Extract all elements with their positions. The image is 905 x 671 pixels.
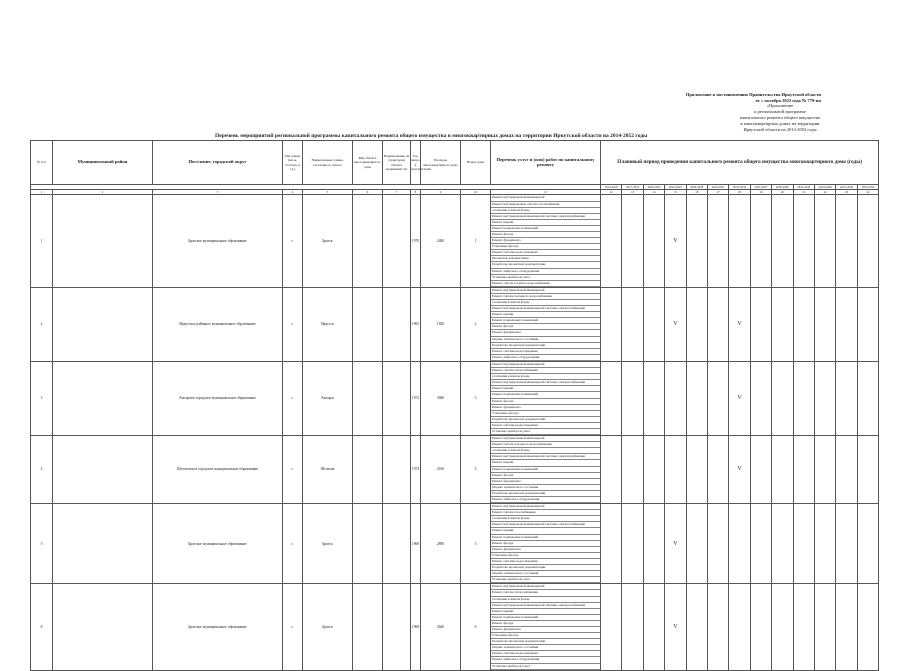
col-building: Наименование на территории объекта недвижимости bbox=[383, 141, 411, 185]
plan-mark: V bbox=[729, 361, 750, 435]
column-number: 2 bbox=[53, 190, 153, 195]
column-number: 16 bbox=[686, 190, 707, 195]
row-municipality bbox=[53, 287, 153, 361]
column-number: 6 bbox=[353, 190, 383, 195]
row-house-no: 6 bbox=[461, 584, 491, 670]
table-row bbox=[31, 584, 879, 670]
work-item: Ремонт систем теплоснабжения bbox=[491, 590, 600, 596]
row-area: 3040 bbox=[421, 361, 461, 435]
year-header: 2035-2037 bbox=[750, 185, 771, 190]
row-type: г. bbox=[283, 361, 303, 435]
table-row bbox=[31, 361, 879, 435]
column-number: 24 bbox=[857, 190, 879, 195]
plan-mark bbox=[643, 584, 664, 670]
row-type: г. bbox=[283, 436, 303, 504]
row-type: г. bbox=[283, 504, 303, 584]
work-item: Ремонт внутридомовых систем газоснабжения bbox=[491, 202, 600, 208]
column-number: 22 bbox=[814, 190, 835, 195]
appendix-line: Иркутской области на 2014-2052 годы bbox=[743, 127, 817, 132]
row-house-no: 4 bbox=[461, 436, 491, 504]
plan-mark bbox=[750, 195, 771, 287]
row-works bbox=[491, 436, 601, 504]
work-item: Ремонт внутридомовой инженерной системы электроснабжения bbox=[491, 454, 600, 460]
work-item: Оценка технического состояния bbox=[491, 645, 600, 651]
work-item: Разработка проектной документации bbox=[491, 343, 600, 349]
column-number: 15 bbox=[665, 190, 686, 195]
col-house-no: Номер дома bbox=[461, 141, 491, 185]
work-item: Ремонт подвальных помещений bbox=[491, 467, 600, 473]
work-item: Ремонт систем холодного водоснабжения bbox=[491, 294, 600, 300]
plan-mark bbox=[707, 436, 728, 504]
plan-mark bbox=[601, 361, 622, 435]
plan-mark: V bbox=[729, 436, 750, 504]
work-item: Ремонт системы водоотведения bbox=[491, 651, 600, 657]
work-item: Ремонт фасада bbox=[491, 541, 600, 547]
plan-mark bbox=[750, 287, 771, 361]
approval-line-2: от « октября 2022 года № 779-пп bbox=[755, 98, 821, 103]
work-item: отопления в жилом фонде bbox=[491, 208, 600, 214]
row-area: 1820 bbox=[421, 287, 461, 361]
row-municipality bbox=[53, 195, 153, 287]
plan-mark bbox=[750, 361, 771, 435]
plan-mark bbox=[643, 195, 664, 287]
plan-mark: V bbox=[729, 287, 750, 361]
row-year: 1969 bbox=[411, 584, 421, 670]
column-number: 17 bbox=[707, 190, 728, 195]
row-house bbox=[353, 361, 383, 435]
appendix-line: «Приложение bbox=[766, 103, 794, 108]
work-item: Ремонт крыши bbox=[491, 220, 600, 226]
year-header: 2020-2022 bbox=[643, 185, 664, 190]
row-building bbox=[383, 287, 411, 361]
row-building bbox=[383, 436, 411, 504]
row-house bbox=[353, 436, 383, 504]
work-item: Ремонт внутридомовой инженерной bbox=[491, 288, 600, 294]
work-item: Ремонт внутридомовой инженерной системы электроснабжения bbox=[491, 214, 600, 220]
work-item: Разработка проектной документации bbox=[491, 491, 600, 497]
plan-mark bbox=[643, 361, 664, 435]
work-item: Ремонт подвальных помещений bbox=[491, 392, 600, 398]
row-house-no: 3 bbox=[461, 361, 491, 435]
row-works bbox=[491, 504, 601, 584]
row-street: Ангарск bbox=[303, 361, 353, 435]
work-item: Ремонт внутридомовой инженерной bbox=[491, 584, 600, 590]
col-street: Наименование улицы, населенного пункта bbox=[303, 141, 353, 185]
row-year: 1974 bbox=[411, 436, 421, 504]
plan-mark bbox=[750, 504, 771, 584]
plan-mark bbox=[772, 504, 793, 584]
plan-mark bbox=[622, 436, 643, 504]
row-building bbox=[383, 195, 411, 287]
plan-mark bbox=[707, 195, 728, 287]
table-row bbox=[31, 287, 879, 361]
row-municipality bbox=[53, 361, 153, 435]
work-item: Ремонт внутридомовой инженерной системы электроснабжения bbox=[491, 306, 600, 312]
work-item: Ремонт фундамента bbox=[491, 627, 600, 633]
plan-mark bbox=[750, 584, 771, 670]
work-item: Ремонт крыши bbox=[491, 528, 600, 534]
work-item: Ремонт фундамента bbox=[491, 330, 600, 336]
work-item: Ремонт фундамента bbox=[491, 479, 600, 485]
column-number: 11 bbox=[491, 190, 601, 195]
work-item: Ремонт внутридомовой инженерной системы электроснабжения bbox=[491, 522, 600, 528]
row-street: Братск bbox=[303, 584, 353, 670]
plan-mark: V bbox=[665, 195, 686, 287]
table-row bbox=[31, 195, 879, 287]
program-table bbox=[30, 140, 879, 671]
plan-mark bbox=[793, 361, 814, 435]
row-settlement: Братское муниципальное образование bbox=[153, 584, 283, 670]
column-number: 20 bbox=[772, 190, 793, 195]
work-item: Ремонт лифтового оборудования bbox=[491, 355, 600, 361]
row-municipality bbox=[53, 436, 153, 504]
work-item: Установка приборов учета bbox=[491, 664, 600, 670]
plan-mark bbox=[772, 287, 793, 361]
row-street: Братск bbox=[303, 504, 353, 584]
plan-mark bbox=[814, 195, 835, 287]
year-header: 2044-2046 bbox=[814, 185, 835, 190]
table-row bbox=[31, 436, 879, 504]
column-number: 7 bbox=[383, 190, 411, 195]
column-number: 14 bbox=[643, 190, 664, 195]
year-header: 2047-2049 bbox=[836, 185, 857, 190]
plan-mark bbox=[857, 504, 879, 584]
plan-mark bbox=[814, 504, 835, 584]
work-item: Установка приборов учета bbox=[491, 577, 600, 583]
col-works: Перечень услуг и (или) работ по капитальному ремонту bbox=[491, 141, 601, 185]
row-house bbox=[353, 584, 383, 670]
column-number: 23 bbox=[836, 190, 857, 195]
row-settlement: Иркутское районное муниципальное образование bbox=[153, 287, 283, 361]
approval-line-1: Приложение к постановлению Правительства Иркутской области bbox=[685, 92, 821, 97]
table-row bbox=[31, 504, 879, 584]
row-house bbox=[353, 504, 383, 584]
work-item: Разработка проектной документации bbox=[491, 639, 600, 645]
year-header: 2014-2016 bbox=[601, 185, 622, 190]
row-type: г. bbox=[283, 287, 303, 361]
row-area: 2890 bbox=[421, 504, 461, 584]
appendix-line: капитального ремонта общего имущества bbox=[739, 115, 821, 120]
plan-mark bbox=[601, 504, 622, 584]
work-item: Ремонт крыши bbox=[491, 312, 600, 318]
appendix-line: к региональной программе bbox=[754, 109, 806, 114]
row-num: 3 bbox=[31, 361, 53, 435]
column-number: 13 bbox=[622, 190, 643, 195]
work-item: Ремонт фасада bbox=[491, 399, 600, 405]
row-house-no: 2 bbox=[461, 287, 491, 361]
work-item: Ремонт подвальных помещений bbox=[491, 535, 600, 541]
work-item: Утепление фасада bbox=[491, 633, 600, 639]
plan-mark bbox=[772, 584, 793, 670]
work-item: Ремонт системы водоотведения bbox=[491, 423, 600, 429]
work-item: Ремонт фундамента bbox=[491, 238, 600, 244]
row-works bbox=[491, 361, 601, 435]
work-item: Ремонт фасада bbox=[491, 232, 600, 238]
row-type: г. bbox=[283, 584, 303, 670]
row-street: Братск bbox=[303, 195, 353, 287]
work-item: Ремонт подвальных помещений bbox=[491, 318, 600, 324]
work-item: Ремонт лифтового оборудования bbox=[491, 269, 600, 275]
column-number: 12 bbox=[601, 190, 622, 195]
plan-mark bbox=[857, 195, 879, 287]
plan-mark bbox=[707, 504, 728, 584]
work-item: Ремонт фундамента bbox=[491, 547, 600, 553]
work-item: Установка приборов учета bbox=[491, 429, 600, 435]
work-item: Разработка проектной документации bbox=[491, 262, 600, 268]
row-year: 1965 bbox=[411, 287, 421, 361]
work-item: Ремонт подвальных помещений bbox=[491, 615, 600, 621]
column-number: 3 bbox=[153, 190, 283, 195]
plan-mark bbox=[686, 195, 707, 287]
plan-mark bbox=[643, 287, 664, 361]
year-header: 2041-2043 bbox=[793, 185, 814, 190]
plan-mark bbox=[622, 287, 643, 361]
row-year: 1972 bbox=[411, 361, 421, 435]
col-num: № п/п bbox=[31, 141, 53, 185]
plan-mark bbox=[772, 361, 793, 435]
work-item: Ремонт внутридомовой инженерной системы электроснабжения bbox=[491, 603, 600, 609]
work-item: Утепление фасада bbox=[491, 244, 600, 250]
plan-mark bbox=[643, 504, 664, 584]
work-item: Разработка проектной документации bbox=[491, 417, 600, 423]
plan-mark bbox=[707, 287, 728, 361]
row-house-no: 1 bbox=[461, 195, 491, 287]
row-area: 2480 bbox=[421, 195, 461, 287]
work-item: Ремонт фасада bbox=[491, 621, 600, 627]
work-item: Разработка проектной документации bbox=[491, 565, 600, 571]
plan-mark bbox=[836, 195, 857, 287]
work-item: Ремонт крыши bbox=[491, 386, 600, 392]
plan-mark bbox=[750, 436, 771, 504]
year-header: 2050-2052 bbox=[857, 185, 879, 190]
column-number: 8 bbox=[411, 190, 421, 195]
work-item: Ремонт системы водоотведения bbox=[491, 349, 600, 355]
row-works bbox=[491, 584, 601, 670]
work-item: Оценка технического состояния bbox=[491, 485, 600, 491]
work-item: Ремонт фасада bbox=[491, 324, 600, 330]
work-item: Оценка технического состояния bbox=[491, 571, 600, 577]
col-house: Вид объекта многоквартирного дома bbox=[353, 141, 383, 185]
work-item: Ремонт систем газоснабжения bbox=[491, 510, 600, 516]
plan-mark bbox=[622, 584, 643, 670]
plan-mark bbox=[814, 361, 835, 435]
work-item: Ремонт лифтового оборудования bbox=[491, 497, 600, 503]
work-item: отопления в жилом фонде bbox=[491, 516, 600, 522]
plan-mark bbox=[622, 504, 643, 584]
plan-mark bbox=[686, 504, 707, 584]
year-header: 2026-2028 bbox=[686, 185, 707, 190]
work-item: Ремонт крыши bbox=[491, 609, 600, 615]
work-item: отопления в жилом фонде bbox=[491, 448, 600, 454]
row-num: 2 bbox=[31, 287, 53, 361]
plan-mark bbox=[857, 361, 879, 435]
work-item: Ремонт внутридомовой инженерной bbox=[491, 504, 600, 510]
col-municipality: Муниципальный район bbox=[53, 141, 153, 185]
work-item: Ремонт систем холодного водоснабжения bbox=[491, 442, 600, 448]
year-header: 2029-2031 bbox=[707, 185, 728, 190]
row-area: 2640 bbox=[421, 584, 461, 670]
work-item: Ремонт подвальных помещений bbox=[491, 226, 600, 232]
row-building bbox=[383, 504, 411, 584]
column-number: 9 bbox=[421, 190, 461, 195]
plan-mark bbox=[857, 287, 879, 361]
row-settlement: Братское муниципальное образование bbox=[153, 504, 283, 584]
work-item: Ремонт внутридомовой инженерной bbox=[491, 362, 600, 368]
plan-mark bbox=[686, 287, 707, 361]
col-type: Тип улицы (км ы, посёлок и т.д.) bbox=[283, 141, 303, 185]
row-house-no: 5 bbox=[461, 504, 491, 584]
row-works bbox=[491, 287, 601, 361]
plan-mark bbox=[793, 504, 814, 584]
plan-mark bbox=[622, 361, 643, 435]
column-number: 18 bbox=[729, 190, 750, 195]
col-plan: Плановый период проведения капитального ремонта общего имущества многоквартирного дома (годы) bbox=[601, 141, 879, 185]
plan-mark bbox=[665, 436, 686, 504]
row-building bbox=[383, 584, 411, 670]
plan-mark bbox=[665, 361, 686, 435]
work-item: Утепление фасада bbox=[491, 553, 600, 559]
plan-mark bbox=[622, 195, 643, 287]
plan-mark bbox=[836, 287, 857, 361]
year-header: 2023-2025 bbox=[665, 185, 686, 190]
work-item: Ремонт фасада bbox=[491, 473, 600, 479]
row-type: г. bbox=[283, 195, 303, 287]
row-num: 4 bbox=[31, 436, 53, 504]
plan-mark bbox=[836, 584, 857, 670]
plan-mark bbox=[836, 504, 857, 584]
work-item: Ремонт лифтового оборудования bbox=[491, 657, 600, 663]
row-settlement: Братское муниципальное образование bbox=[153, 195, 283, 287]
plan-mark bbox=[643, 436, 664, 504]
work-item: Ремонт внутридомовой инженерной bbox=[491, 195, 600, 201]
work-item: отопления в жилом фонде bbox=[491, 597, 600, 603]
row-year: 1970 bbox=[411, 195, 421, 287]
work-item: Ремонт систем горячего водоснабжения bbox=[491, 281, 600, 287]
plan-mark: V bbox=[665, 504, 686, 584]
work-item: Ремонт системы водоотведения bbox=[491, 250, 600, 256]
plan-mark bbox=[707, 584, 728, 670]
work-item: Проектная документация bbox=[491, 256, 600, 262]
work-item: Ремонт систем теплоснабжения bbox=[491, 368, 600, 374]
plan-mark bbox=[857, 584, 879, 670]
plan-mark bbox=[601, 287, 622, 361]
work-item: Установка приборов учета bbox=[491, 275, 600, 281]
row-municipality bbox=[53, 504, 153, 584]
plan-mark bbox=[601, 195, 622, 287]
row-works bbox=[491, 195, 601, 287]
plan-mark bbox=[814, 287, 835, 361]
row-num: 1 bbox=[31, 195, 53, 287]
plan-mark: V bbox=[665, 584, 686, 670]
work-item: отопления в жилом фонде bbox=[491, 300, 600, 306]
column-number: 4 bbox=[283, 190, 303, 195]
year-header: 2017-2019 bbox=[622, 185, 643, 190]
column-number: 1 bbox=[31, 190, 53, 195]
row-street: Иркутск bbox=[303, 287, 353, 361]
plan-mark bbox=[729, 195, 750, 287]
column-number: 21 bbox=[793, 190, 814, 195]
appendix-line: в многоквартирных домах на территории bbox=[740, 121, 820, 126]
row-year: 1968 bbox=[411, 504, 421, 584]
row-house bbox=[353, 195, 383, 287]
plan-mark bbox=[686, 361, 707, 435]
document-title: Перечень мероприятий региональной программы капитального ремонта общего имущества в многоквартирных домах на территории Иркутской области на 2014-2052 годы bbox=[215, 133, 648, 139]
plan-mark bbox=[686, 584, 707, 670]
row-settlement: Ангарское городское муниципальное образование bbox=[153, 361, 283, 435]
plan-mark bbox=[601, 436, 622, 504]
year-header: 2038-2040 bbox=[772, 185, 793, 190]
work-item: Ремонт внутридомовой инженерной системы электроснабжения bbox=[491, 380, 600, 386]
plan-mark bbox=[729, 504, 750, 584]
plan-mark: V bbox=[665, 287, 686, 361]
appendix-header bbox=[725, 103, 835, 133]
plan-mark bbox=[772, 436, 793, 504]
work-item: отопления в жилом фонде bbox=[491, 374, 600, 380]
year-header: 2032-2034 bbox=[729, 185, 750, 190]
plan-mark bbox=[793, 584, 814, 670]
row-num: 6 bbox=[31, 584, 53, 670]
plan-mark bbox=[686, 436, 707, 504]
plan-mark bbox=[772, 195, 793, 287]
work-item: Ремонт фундамента bbox=[491, 405, 600, 411]
column-number: 19 bbox=[750, 190, 771, 195]
plan-mark bbox=[836, 361, 857, 435]
plan-mark bbox=[814, 436, 835, 504]
work-item: Ремонт внутридомовой инженерной bbox=[491, 436, 600, 442]
plan-mark bbox=[793, 436, 814, 504]
plan-mark bbox=[729, 584, 750, 670]
row-num: 5 bbox=[31, 504, 53, 584]
column-number: 10 bbox=[461, 190, 491, 195]
plan-mark bbox=[601, 584, 622, 670]
row-house bbox=[353, 287, 383, 361]
row-municipality bbox=[53, 584, 153, 670]
plan-mark bbox=[836, 436, 857, 504]
plan-mark bbox=[857, 436, 879, 504]
row-settlement: Шелеховское городское муниципальное образование bbox=[153, 436, 283, 504]
row-area: 2160 bbox=[421, 436, 461, 504]
work-item: Утепление фасада bbox=[491, 411, 600, 417]
work-item: Оценка технического состояния bbox=[491, 337, 600, 343]
plan-mark bbox=[814, 584, 835, 670]
col-area: Площадь многоквартирного дома bbox=[421, 141, 461, 185]
col-year: Год ввода в эксплуатацию bbox=[411, 141, 421, 185]
row-building bbox=[383, 361, 411, 435]
row-street: Шелехов bbox=[303, 436, 353, 504]
plan-mark bbox=[707, 361, 728, 435]
work-item: Ремонт системы водоотведения bbox=[491, 559, 600, 565]
col-settlement: Поселение, городской округ bbox=[153, 141, 283, 185]
plan-mark bbox=[793, 195, 814, 287]
plan-mark bbox=[793, 287, 814, 361]
column-number: 5 bbox=[303, 190, 353, 195]
work-item: Ремонт крыши bbox=[491, 460, 600, 466]
